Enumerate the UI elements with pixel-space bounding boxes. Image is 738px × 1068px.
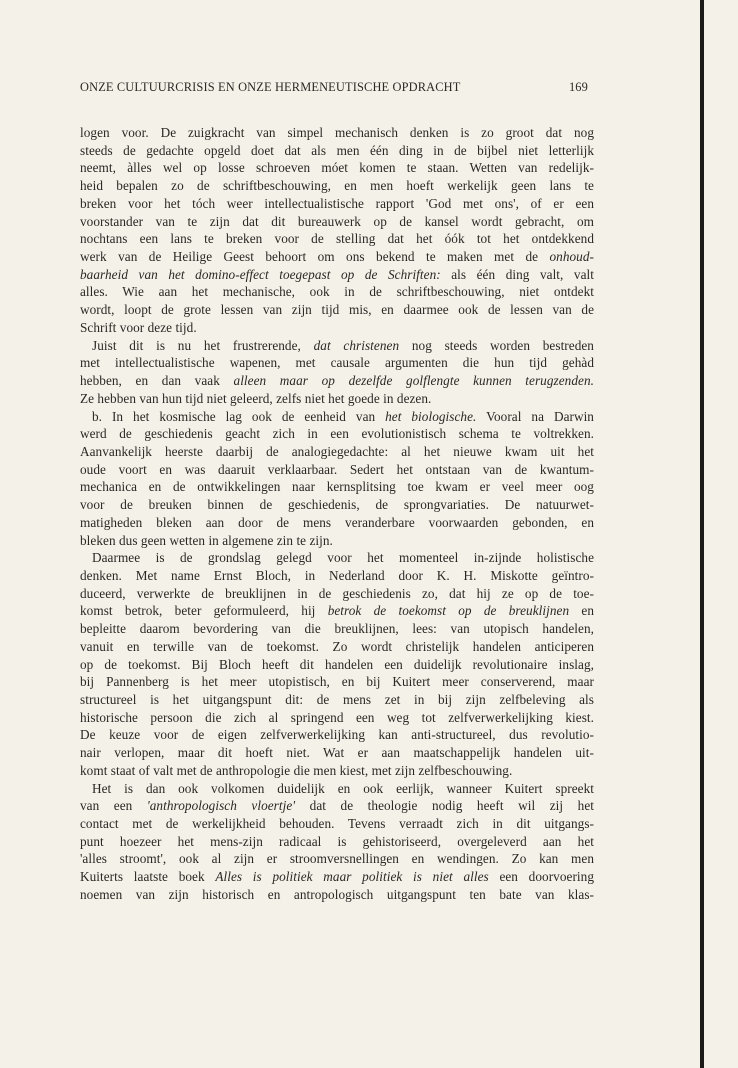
italic-span: betrok de toekomst op de breuklijnen: [327, 603, 570, 619]
text-span: dat de theologie nodig heeft wil zij het: [295, 798, 595, 814]
text-line: [80, 726, 594, 744]
text-span: vanuit en terwille van de toekomst. Zo wordt christelijk handelen anticiperen: [80, 638, 594, 654]
text-span: Schrift voor deze tijd.: [80, 319, 197, 335]
text-span: mechanica en de ontwikkelingen naar kernsplitsing toe kwam er veel meer oog: [80, 479, 594, 495]
text-span: komt staat of valt met de anthropologie die men kiest, met zijn zelfbeschouwing.: [80, 762, 513, 778]
text-line: [80, 762, 594, 780]
text-span: steeds de gedachte opgeld doet dat als men één ding in de bijbel niet letterlijk: [80, 142, 594, 158]
text-line: [80, 159, 594, 177]
italic-span: 'anthropologisch vloertje': [146, 798, 296, 814]
text-line: [80, 230, 594, 248]
text-span: structureel is het uitgangspunt dit: de mens zet in bij zijn zelfbeleving als: [80, 692, 594, 707]
text-span: bepleitte daarom bevordering van die breuklijnen, lees: van utopisch handelen,: [80, 621, 594, 637]
text-span: De keuze voor de eigen zelfverwerkelijking kan anti-structureel, dus revolutio-: [80, 727, 594, 743]
text-span: op de toekomst. Bij Bloch heeft dit handelen een duidelijk revolutionaire inslag,: [80, 656, 594, 672]
italic-span: onhoud-: [549, 249, 594, 265]
text-span: bij Pannenberg is het meer utopistisch, en bij Kuitert meer conserverend, maar: [80, 674, 594, 690]
text-span: werd de geschiedenis geacht zich in een evolutionistisch schema te voltrekken.: [80, 426, 594, 442]
text-span: nochtans een lans te breken voor de stelling dat het óók tot het ontdekkend: [80, 231, 594, 247]
text-span: Kuiterts laatste boek: [80, 869, 216, 885]
text-span: denken. Met name Ernst Bloch, in Nederland door K. H. Miskotte geïntro-: [80, 567, 594, 583]
running-head-title: ONZE CULTUURCRISIS EN ONZE HERMENEUTISCHE OPDRACHT: [80, 80, 461, 94]
italic-span: baarheid van het domino-effect toegepast op de Schriften:: [80, 266, 441, 282]
text-line: [80, 408, 594, 426]
text-line: [80, 514, 594, 532]
text-line: [80, 213, 594, 231]
text-line: [80, 337, 594, 355]
text-span: werk van de Heilige Geest behoort om ons bekend te maken met de: [80, 249, 550, 265]
text-line: [80, 815, 594, 833]
text-line: [80, 532, 594, 550]
text-line: [80, 620, 594, 638]
text-span: Aanvankelijk heerste daarbij de analogiegedachte: al het nieuwe kwam uit het: [80, 443, 594, 459]
text-line: [80, 390, 594, 408]
text-line: [80, 372, 594, 390]
italic-span: dat christenen: [313, 337, 400, 353]
text-span: nog steeds worden bestreden: [399, 337, 594, 353]
text-line: [80, 195, 594, 213]
text-line: [80, 142, 594, 160]
text-line: [80, 833, 594, 851]
text-line: [80, 266, 594, 284]
text-line: [80, 602, 594, 620]
text-span: alles. Wie aan het mechanische, ook in de schriftbeschouwing, niet ontdekt: [80, 284, 594, 300]
text-span: heid bepalen zo de schriftbeschouwing, en men hoeft werkelijk geen lans te: [80, 178, 594, 194]
body-text: [80, 124, 594, 904]
text-line: [80, 744, 594, 762]
text-line: [80, 124, 594, 142]
page-edge-shadow: [700, 0, 704, 1068]
text-line: [80, 691, 594, 709]
text-line: [80, 425, 594, 443]
text-line: [80, 638, 594, 656]
italic-span: het biologische.: [385, 408, 477, 424]
text-span: voorstander van te zijn dat dit bureauwerk op de kansel wordt gebracht, om: [80, 213, 594, 229]
text-span: Daarmee is de grondslag gelegd voor het momenteel in-zijnde holistische: [92, 550, 594, 566]
text-span: b. In het kosmische lag ook de eenheid van: [92, 408, 386, 424]
text-line: [80, 886, 594, 904]
text-span: duceerd, verwerkte de breuklijnen in de geschiedenis zo, dat hij ze op de toe-: [80, 585, 594, 601]
text-span: hebben, en dan vaak: [80, 373, 234, 389]
text-span: wordt, loopt de grote lessen van zijn tijd mis, en daarmee ook de lessen van de: [80, 302, 594, 318]
text-span: noemen van zijn historisch en antropologisch uitgangspunt ten bate van klas-: [80, 886, 594, 902]
text-span: 'alles stroomt', ook al zijn er stroomversnellingen en wendingen. Zo kan men: [80, 851, 594, 867]
text-line: [80, 478, 594, 496]
italic-span: alleen maar op dezelfde golflengte kunnen terugzenden.: [233, 373, 594, 389]
text-span: met intellectualistische wapenen, met causale argumenten die hun tijd gehàd: [80, 355, 594, 371]
text-span: matigheden bleken aan door de mens veranderbare voorwaarden gebonden, en: [80, 514, 594, 530]
text-line: [80, 868, 594, 886]
text-span: historische persoon die zich al springend een weg tot zelfverwerkelijking kiest.: [80, 709, 594, 725]
italic-span: Alles is politiek maar politiek is niet alles: [215, 869, 489, 885]
text-line: [80, 709, 594, 727]
text-span: contact met de werkelijkheid behouden. Tevens verraadt zich in dit uitgangs-: [80, 816, 594, 832]
text-span: neemt, àlles wel op losse schroeven móet komen te staan. Wetten van redelijk-: [80, 160, 594, 176]
running-head: [80, 80, 588, 95]
text-span: nair verlopen, maar dit hoeft niet. Wat er aan maatschappelijk handelen uit-: [80, 745, 594, 761]
text-span: Juist dit is nu het frustrerende,: [92, 337, 314, 353]
text-span: Ze hebben van hun tijd niet geleerd, zelfs niet het goede in dezen.: [80, 390, 432, 406]
text-line: [80, 177, 594, 195]
text-span: en: [569, 603, 595, 619]
text-line: [80, 283, 594, 301]
text-line: [80, 248, 594, 266]
text-line: [80, 850, 594, 868]
text-span: voor de breuken binnen de geschiedenis, de sprongvariaties. De natuurwet-: [80, 497, 594, 513]
text-line: [80, 673, 594, 691]
text-span: breken voor het tóch weer intellectualistische rapport 'God met ons', of er een: [80, 195, 594, 211]
text-line: [80, 301, 594, 319]
text-line: [80, 585, 594, 603]
text-line: [80, 567, 594, 585]
text-line: [80, 797, 594, 815]
text-line: [80, 443, 594, 461]
text-span: punt hoezeer het mens-zijn radicaal is gehistoriseerd, overgeleverd aan het: [80, 833, 594, 849]
text-line: [80, 496, 594, 514]
text-line: [80, 354, 594, 372]
text-line: [80, 549, 594, 567]
text-span: als één ding valt, valt: [440, 266, 594, 282]
text-line: [80, 319, 594, 337]
text-line: [80, 461, 594, 479]
text-span: komst betrok, beter geformuleerd, hij: [80, 603, 328, 619]
text-span: Het is dan ook volkomen duidelijk en ook eerlijk, wanneer Kuitert spreekt: [92, 780, 594, 796]
page-number: 169: [568, 80, 588, 94]
text-span: logen voor. De zuigkracht van simpel mechanisch denken is zo groot dat nog: [80, 125, 594, 140]
text-span: Vooral na Darwin: [476, 408, 594, 424]
text-line: [80, 780, 594, 798]
text-span: van een: [80, 798, 147, 814]
text-span: bleken dus geen wetten in algemene zin te zijn.: [80, 532, 333, 548]
text-span: oude voort en was daaruit verklaarbaar. Sedert het ontstaan van de kwantum-: [80, 461, 594, 477]
text-span: een doorvoering: [488, 869, 594, 885]
text-line: [80, 656, 594, 674]
